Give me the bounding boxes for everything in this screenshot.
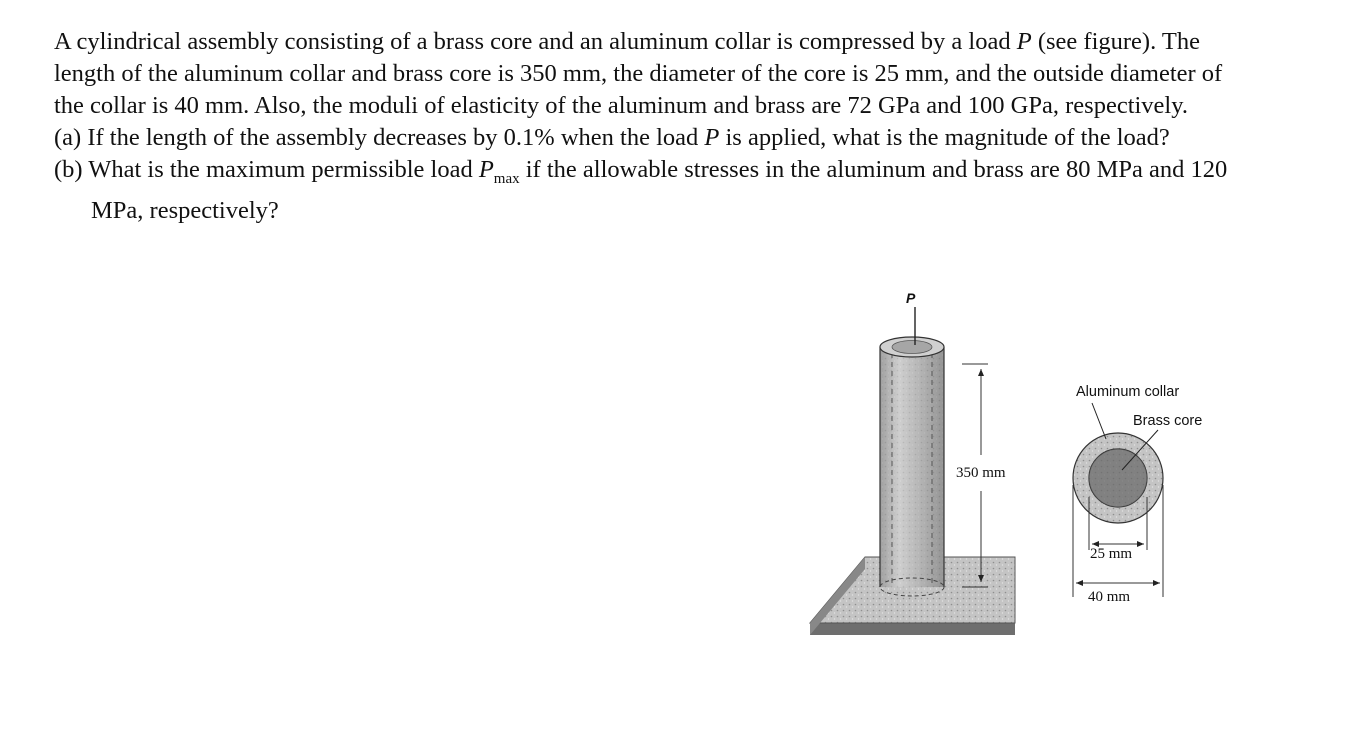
- part-b: [54, 154, 1234, 227]
- pmax-p: P: [478, 156, 494, 183]
- cylinder: [880, 337, 944, 596]
- part-a-text-2: is applied, what is the magnitude of the load?: [719, 124, 1170, 151]
- problem-intro: [54, 26, 1234, 122]
- collar-label: Aluminum collar: [1076, 384, 1180, 400]
- part-b-text-1: (b) What is the maximum permissible load: [54, 156, 479, 183]
- assembly-figure: [800, 285, 1230, 665]
- part-b-text-2: if the allowable stresses in the aluminum and brass are 80 MPa and 120 MPa, respectively?: [91, 156, 1228, 224]
- load-variable: P: [1016, 28, 1032, 55]
- intro-text-1: A cylindrical assembly consisting of a brass core and an aluminum collar is compressed by a load: [54, 28, 1017, 55]
- part-a: [54, 122, 1234, 154]
- figure-drawing: [800, 285, 1230, 665]
- outer-diameter-label: 40 mm: [1088, 589, 1131, 605]
- intro-text-2: (see figure). The length of the aluminum collar and brass core is 350 mm, the diameter of the core is 25 mm, and the outside diameter of the collar is 40 mm. Also, the moduli of elasticity of the aluminum and brass are 72 GPa and 100 GPa, respectively.: [54, 28, 1223, 119]
- length-label: 350 mm: [956, 465, 1006, 481]
- cross-section: [1073, 403, 1163, 597]
- core-label: Brass core: [1133, 413, 1203, 429]
- collar-leader: [1092, 403, 1106, 439]
- core-diameter-label: 25 mm: [1090, 546, 1133, 562]
- part-b-load-variable: [478, 156, 520, 187]
- part-a-load-variable: P: [704, 124, 720, 151]
- problem-statement: [54, 26, 1234, 227]
- part-a-text-1: (a) If the length of the assembly decreases by 0.1% when the load: [54, 124, 705, 151]
- pmax-subscript: max: [493, 171, 520, 187]
- load-label: P: [906, 290, 916, 306]
